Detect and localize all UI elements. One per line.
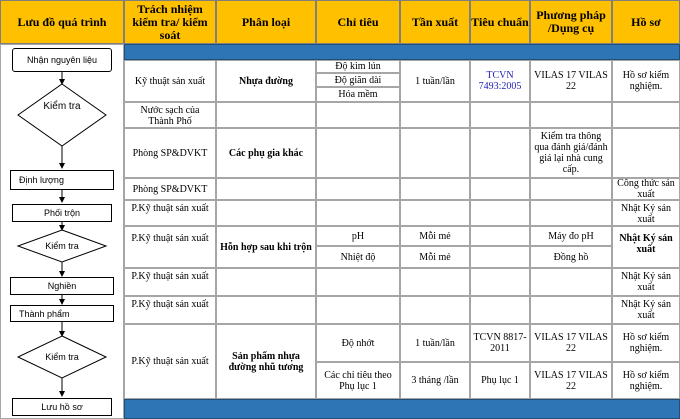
r9-frequency-1: 1 tuần/lần <box>400 324 470 362</box>
r6-responsibility: P.Kỹ thuật sản xuất <box>124 226 216 268</box>
r8-criteria <box>316 296 400 324</box>
r5-records: Nhật Ký sản xuất <box>612 200 680 226</box>
header-method: Phương pháp /Dụng cụ <box>530 0 612 44</box>
r1-method: VILAS 17 VILAS 22 <box>530 60 612 102</box>
header-process-flow: Lưu đồ quá trình <box>0 0 124 44</box>
r4-method <box>530 178 612 200</box>
r2-records <box>612 102 680 128</box>
r6-method-2: Đồng hồ <box>530 246 612 268</box>
header-frequency: Tần xuất <box>400 0 470 44</box>
flow-step-save-records: Lưu hồ sơ <box>12 398 112 416</box>
decision-diamond-1 <box>18 84 106 146</box>
r9-method-2: VILAS 17 VILAS 22 <box>530 362 612 399</box>
header-records: Hồ sơ <box>612 0 680 44</box>
r1-standard: TCVN 7493:2005 <box>470 60 530 102</box>
r7-responsibility: P.Kỹ thuật sản xuất <box>124 268 216 296</box>
r7-classification <box>216 268 316 296</box>
r5-frequency <box>400 200 470 226</box>
r2-standard <box>470 102 530 128</box>
r7-records: Nhật Ký sản xuất <box>612 268 680 296</box>
r7-frequency <box>400 268 470 296</box>
r6-method-1: Máy đo pH <box>530 226 612 246</box>
header-criteria: Chỉ tiêu <box>316 0 400 44</box>
flow-step-mixing: Phối trộn <box>12 204 112 222</box>
r7-method <box>530 268 612 296</box>
r9-criteria-2: Các chỉ tiêu theo Phụ lục 1 <box>316 362 400 399</box>
r8-responsibility: P.Kỹ thuật sản xuất <box>124 296 216 324</box>
r5-criteria <box>316 200 400 226</box>
r4-responsibility: Phòng SP&DVKT <box>124 178 216 200</box>
r1-criteria-1: Độ kim lún <box>316 60 400 73</box>
r3-method: Kiểm tra thông qua đánh giá/đánh giá lại nhà cung cấp. <box>530 128 612 178</box>
flow-decision-check-3: Kiểm tra <box>45 352 79 362</box>
r9-method-1: VILAS 17 VILAS 22 <box>530 324 612 362</box>
r3-responsibility: Phòng SP&DVKT <box>124 128 216 178</box>
flow-step-grinding: Nghiền <box>10 277 114 295</box>
r9-records-1: Hồ sơ kiểm nghiệm. <box>612 324 680 362</box>
r6-criteria-1: pH <box>316 226 400 246</box>
r5-responsibility: P.Kỹ thuật sản xuất <box>124 200 216 226</box>
r3-criteria <box>316 128 400 178</box>
r9-standard-1: TCVN 8817-2011 <box>470 324 530 362</box>
r8-method <box>530 296 612 324</box>
r7-criteria <box>316 268 400 296</box>
r6-classification: Hỗn hợp sau khi trộn <box>216 226 316 268</box>
r9-responsibility: P.Kỹ thuật sản xuất <box>124 324 216 399</box>
r8-standard <box>470 296 530 324</box>
r8-records: Nhật Ký sản xuất <box>612 296 680 324</box>
r1-responsibility: Kỹ thuật sản xuất <box>124 60 216 102</box>
flow-step-receive-materials: Nhận nguyên liệu <box>12 48 112 72</box>
r1-classification: Nhựa đường <box>216 60 316 102</box>
bottom-band <box>124 399 680 419</box>
header-responsibility: Trách nhiệm kiểm tra/ kiểm soát <box>124 0 216 44</box>
r6-frequency-1: Mỗi mẻ <box>400 226 470 246</box>
top-band <box>124 44 680 60</box>
r6-records: Nhật Ký sản xuất <box>612 226 680 268</box>
r9-criteria-1: Độ nhớt <box>316 324 400 362</box>
r3-classification: Các phụ gia khác <box>216 128 316 178</box>
r1-frequency: 1 tuần/lần <box>400 60 470 102</box>
r6-standard-2 <box>470 246 530 268</box>
r6-criteria-2: Nhiệt độ <box>316 246 400 268</box>
r2-classification <box>216 102 316 128</box>
r2-responsibility: Nước sạch của Thành Phố <box>124 102 216 128</box>
r7-standard <box>470 268 530 296</box>
r9-standard-2: Phụ lục 1 <box>470 362 530 399</box>
r4-records: Công thức sản xuất <box>612 178 680 200</box>
r3-standard <box>470 128 530 178</box>
flow-step-dosing: Định lượng <box>10 170 114 190</box>
r2-frequency <box>400 102 470 128</box>
r5-method <box>530 200 612 226</box>
r3-frequency <box>400 128 470 178</box>
r2-criteria <box>316 102 400 128</box>
r6-frequency-2: Mỗi mẻ <box>400 246 470 268</box>
r4-standard <box>470 178 530 200</box>
r4-criteria <box>316 178 400 200</box>
r2-method <box>530 102 612 128</box>
r1-records: Hồ sơ kiểm nghiệm. <box>612 60 680 102</box>
r9-classification: Sản phẩm nhựa đường nhũ tương <box>216 324 316 399</box>
r4-frequency <box>400 178 470 200</box>
flow-decision-check-1: Kiểm tra <box>43 101 81 112</box>
r9-records-2: Hồ sơ kiểm nghiệm. <box>612 362 680 399</box>
flow-decision-check-2: Kiểm tra <box>45 241 79 251</box>
r6-standard-1 <box>470 226 530 246</box>
flow-step-finished-product: Thành phẩm <box>10 305 114 322</box>
r5-standard <box>470 200 530 226</box>
r8-classification <box>216 296 316 324</box>
r5-classification <box>216 200 316 226</box>
r9-frequency-2: 3 tháng /lần <box>400 362 470 399</box>
header-standard: Tiêu chuẩn <box>470 0 530 44</box>
r3-records <box>612 128 680 178</box>
r8-frequency <box>400 296 470 324</box>
r4-classification <box>216 178 316 200</box>
header-classification: Phân loại <box>216 0 316 44</box>
r1-criteria-2: Độ giãn dài <box>316 73 400 87</box>
r1-criteria-3: Hóa mềm <box>316 87 400 102</box>
